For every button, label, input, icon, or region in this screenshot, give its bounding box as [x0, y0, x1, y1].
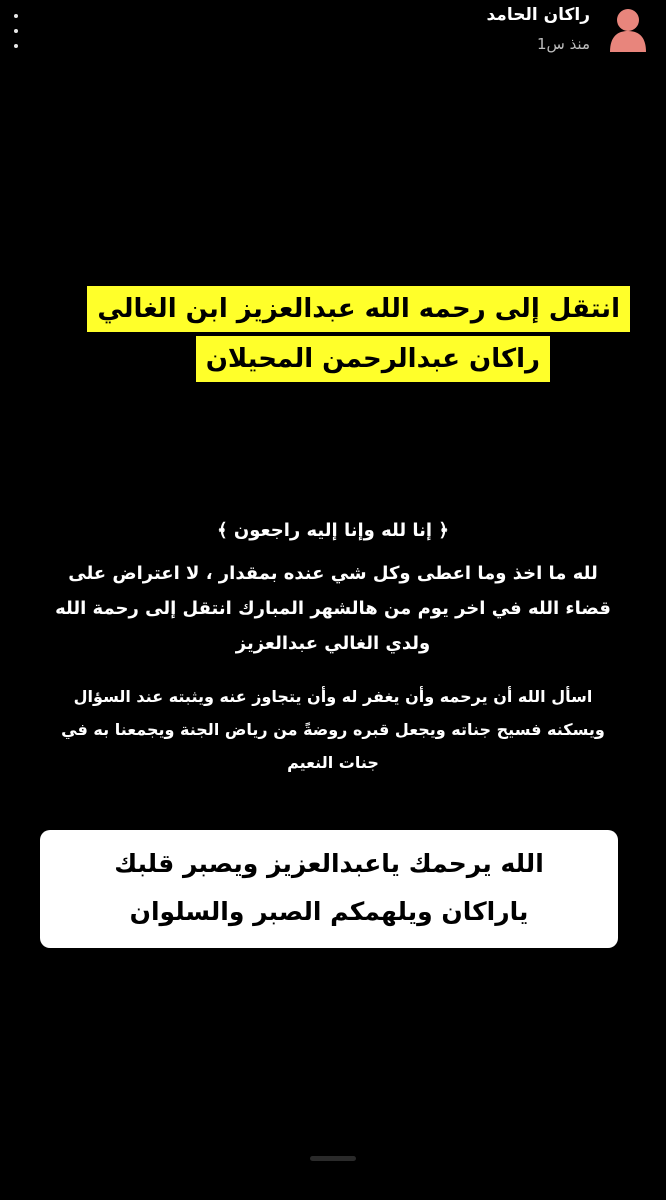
condolence-message-box — [40, 830, 618, 948]
user-name[interactable]: راكان الحامد — [486, 5, 590, 25]
caption-line-1: انتقل إلى رحمه الله عبدالعزيز ابن الغالي — [87, 286, 630, 332]
home-indicator — [310, 1156, 356, 1161]
paragraph-line: اسأل الله أن يرحمه وأن يغفر له وأن يتجاوز عنه ويثبته عند السؤال — [73, 687, 593, 706]
paragraph-line: ولدي الغالي عبدالعزيز — [235, 633, 431, 654]
highlighted-caption — [30, 286, 630, 386]
paragraph-line: ويسكنه فسيح جناته ويجعل قبره روضةً من رياض الجنة ويجمعنا به في — [61, 720, 605, 739]
user-avatar-icon[interactable] — [608, 6, 648, 52]
paragraph-line: جنات النعيم — [287, 753, 379, 772]
prayer-line-2: ياراكان ويلهمكم الصبر والسلوان — [129, 897, 529, 926]
paragraph-line: قضاء الله في اخر يوم من هالشهر المبارك انتقل إلى رحمة الله — [55, 598, 611, 619]
story-header — [0, 0, 666, 70]
prayer-line-1: الله يرحمك ياعبدالعزيز ويصبر قلبك — [114, 849, 544, 878]
quran-quote: ﴿ إنا لله وإنا إليه راجعون ﴾ — [217, 520, 449, 541]
paragraph-line: لله ما اخذ وما اعطى وكل شي عنده بمقدار ، لا اعتراض على — [68, 563, 598, 584]
post-time: منذ س1 — [536, 35, 590, 53]
caption-line-2: راكان عبدالرحمن المحيلان — [196, 336, 550, 382]
more-options-icon[interactable] — [10, 14, 22, 48]
prayer-paragraph — [10, 680, 656, 779]
condolence-paragraph — [10, 556, 656, 661]
